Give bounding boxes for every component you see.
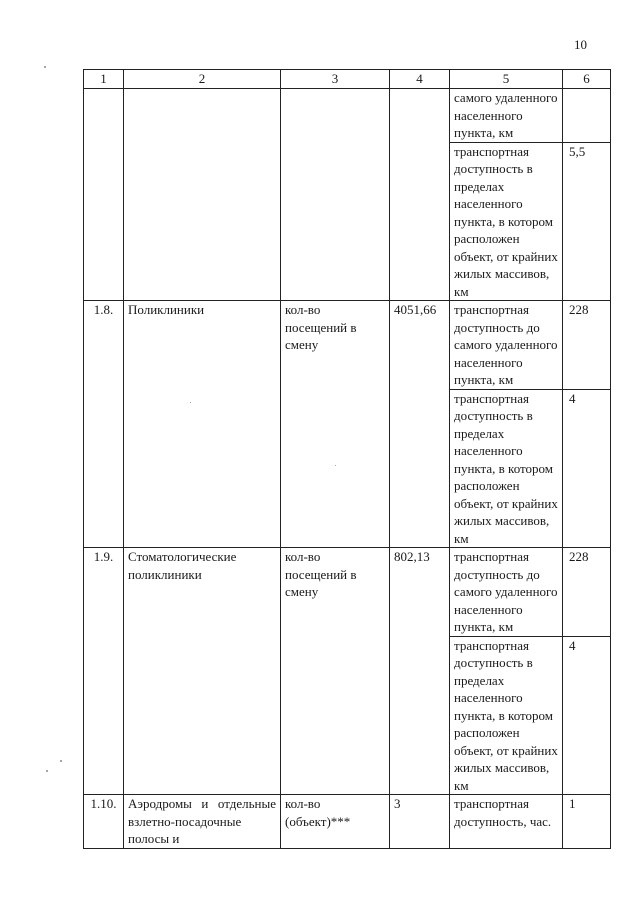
indicator-value-cell: 4 [563,389,611,548]
row-number-cell: 1.10. [84,795,124,849]
scan-speck [190,402,191,403]
scan-speck [44,66,46,68]
indicator-text-cell: транспортная доступность, час. [450,795,563,849]
scan-speck [60,760,62,762]
indicator-value-cell: 228 [563,301,611,390]
table-row [84,548,611,637]
column-header: 1 [84,70,124,89]
indicator-text-cell: транспортная доступность до самого удаленного населенного пункта, км [450,548,563,637]
scan-speck [46,770,48,772]
column-header: 6 [563,70,611,89]
unit-cell: кол-во посещений в смену [281,301,390,548]
row-number-cell: 1.9. [84,548,124,795]
value-cell: 802,13 [390,548,450,795]
indicator-value-cell: 5,5 [563,142,611,301]
indicator-text-cell: транспортная доступность в пределах населенного пункта, в котором расположен объект, от крайних жилых массивов, км [450,389,563,548]
row-number-cell: 1.8. [84,301,124,548]
table-row [84,301,611,390]
indicator-value-cell: 228 [563,548,611,637]
row-number-cell [84,89,124,301]
indicator-text-cell: транспортная доступность в пределах населенного пункта, в котором расположен объект, от крайних жилых массивов, км [450,142,563,301]
scan-speck [335,465,336,466]
column-header: 3 [281,70,390,89]
column-header: 4 [390,70,450,89]
indicator-value-cell: 4 [563,636,611,795]
column-header: 2 [124,70,281,89]
indicators-table [83,69,611,849]
indicator-value-cell: 1 [563,795,611,849]
unit-cell [281,89,390,301]
value-cell: 4051,66 [390,301,450,548]
indicator-value-cell [563,89,611,143]
table-header-row [84,70,611,89]
indicator-text-cell: самого удаленного населенного пункта, км [450,89,563,143]
indicator-text-cell: транспортная доступность до самого удаленного населенного пункта, км [450,301,563,390]
object-name-cell: Аэродромы и отдельные взлетно-посадочные полосы и [124,795,281,849]
object-name-cell [124,89,281,301]
page-number: 10 [574,37,587,52]
unit-cell: кол-во посещений в смену [281,548,390,795]
indicator-text-cell: транспортная доступность в пределах населенного пункта, в котором расположен объект, от крайних жилых массивов, км [450,636,563,795]
table-row [84,89,611,143]
object-name-cell: Стоматологические поликлиники [124,548,281,795]
object-name-cell: Поликлиники [124,301,281,548]
column-header: 5 [450,70,563,89]
table-row [84,795,611,849]
value-cell [390,89,450,301]
value-cell: 3 [390,795,450,849]
unit-cell: кол-во (объект)*** [281,795,390,849]
